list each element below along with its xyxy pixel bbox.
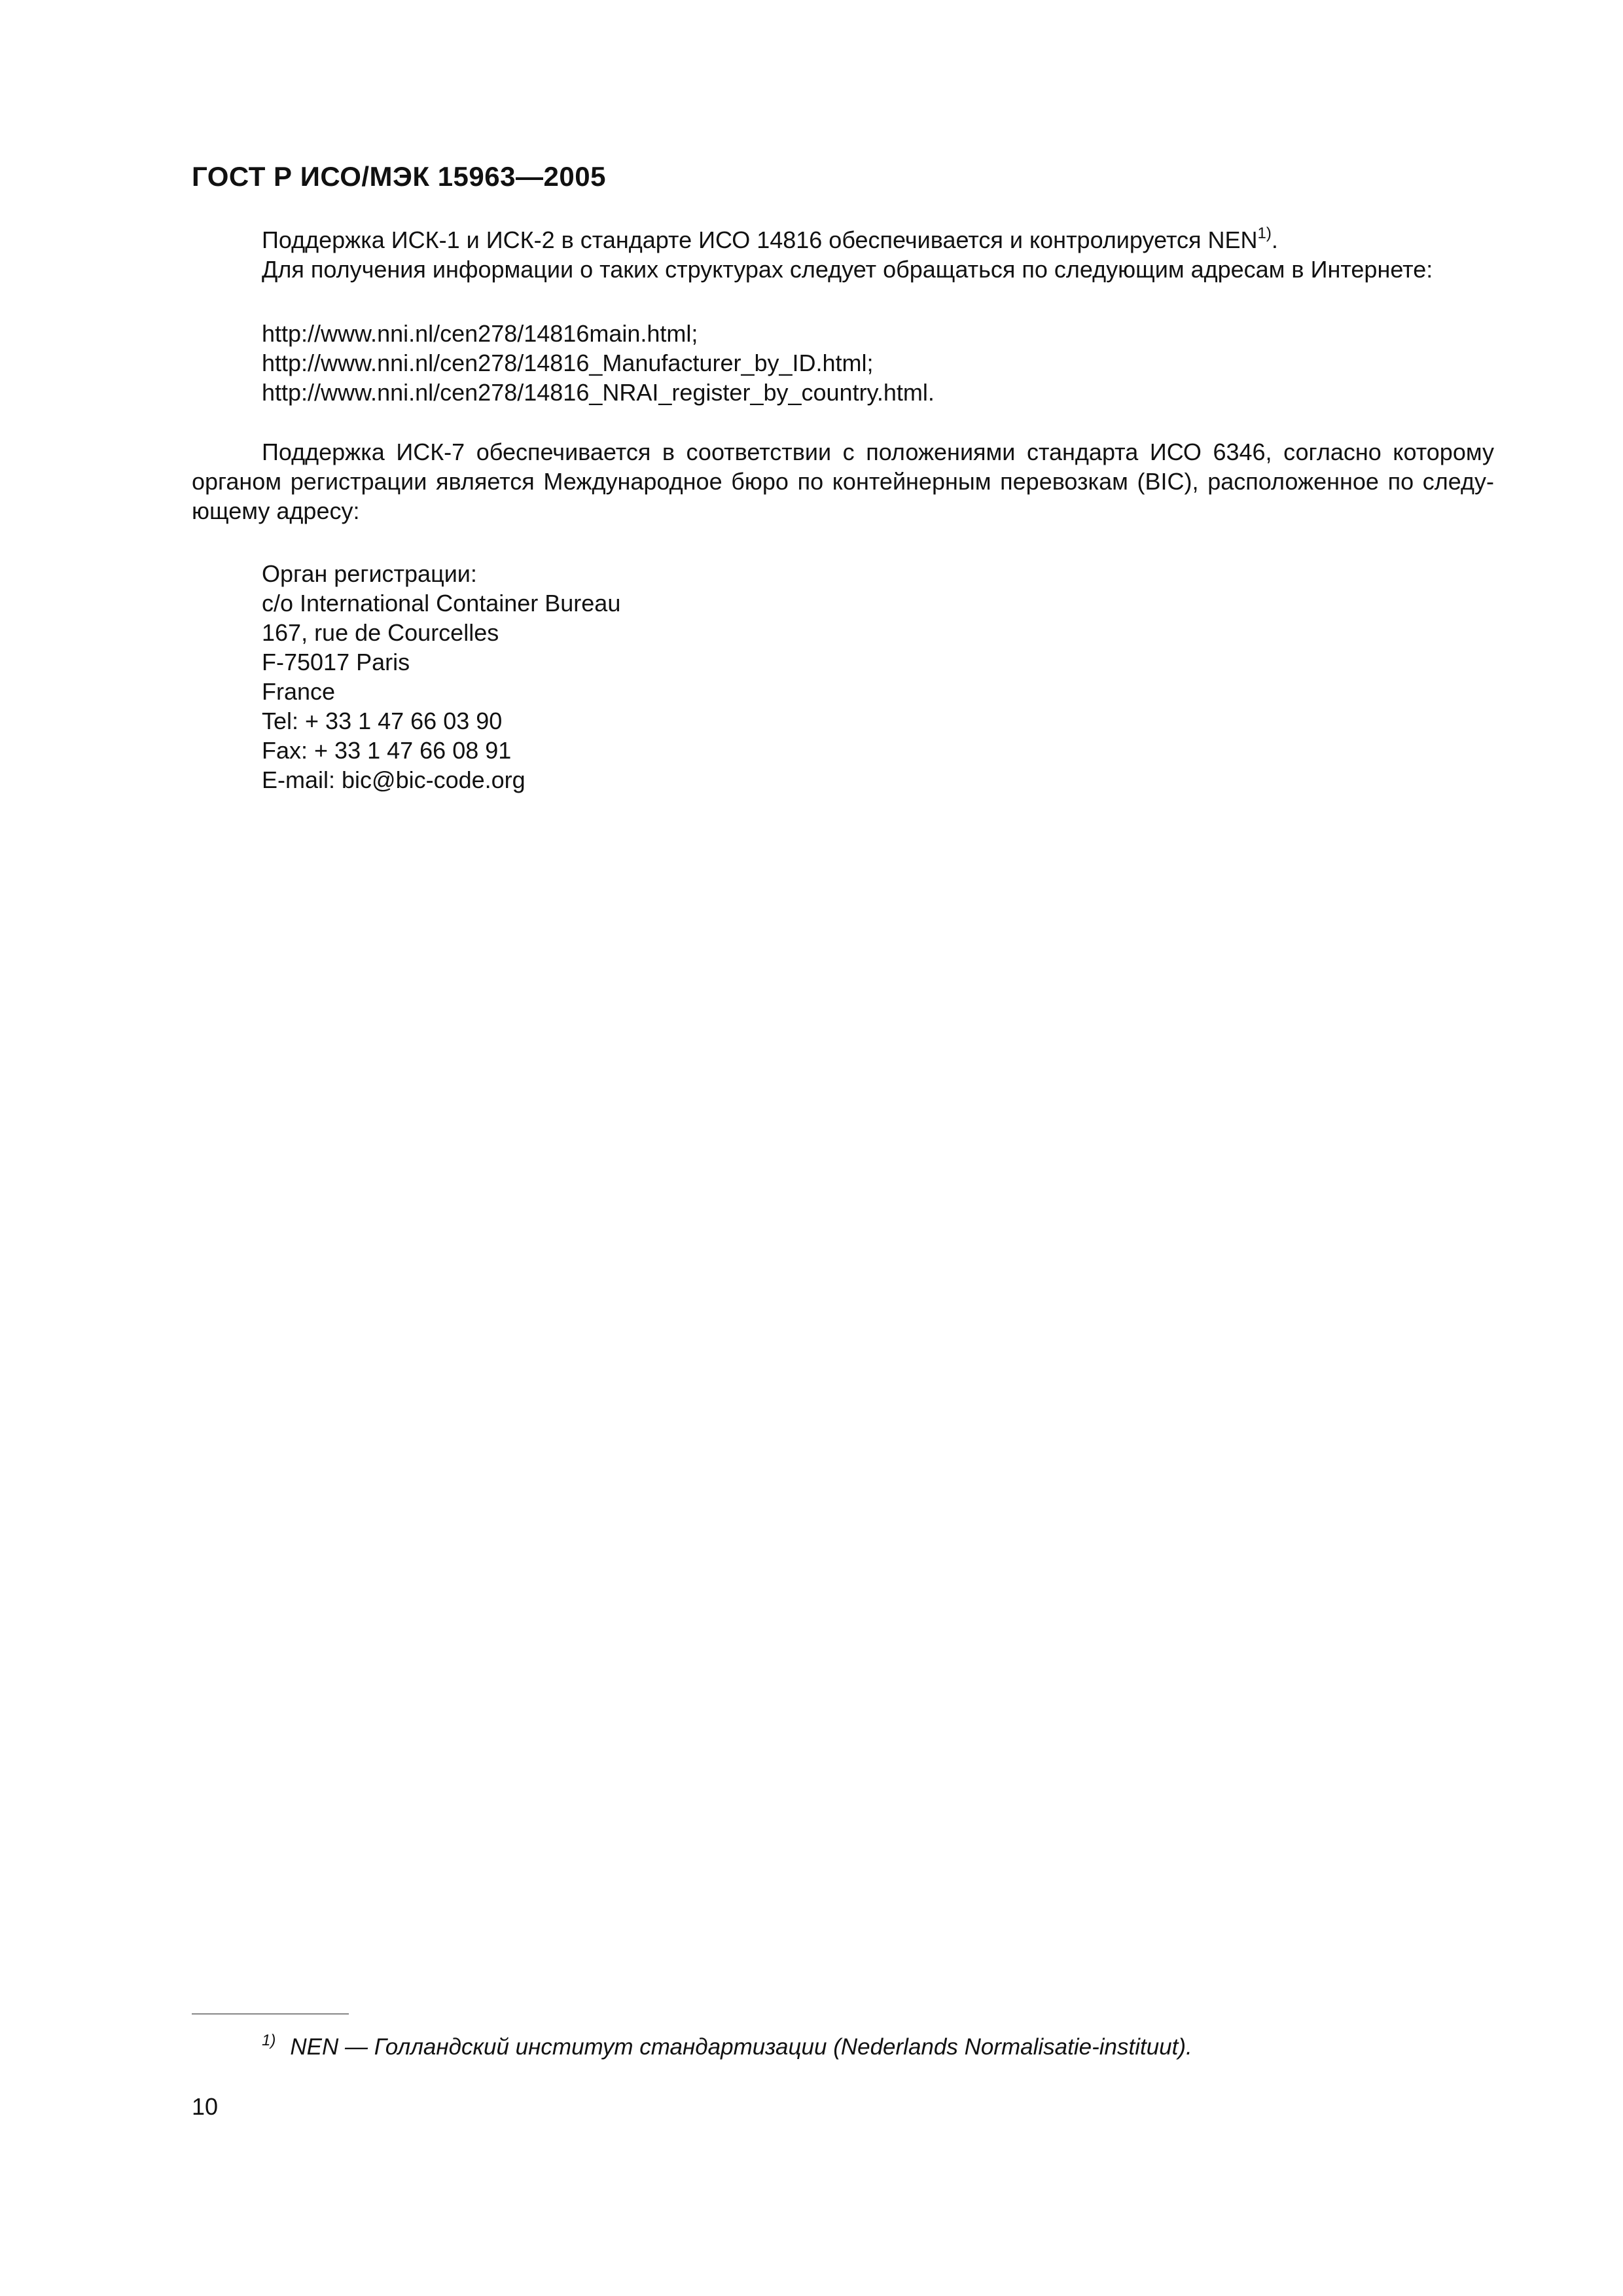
address-line: Tel: + 33 1 47 66 03 90 xyxy=(262,708,503,734)
url-item: http://www.nni.nl/cen278/14816_Manufacturer_by_ID.html; xyxy=(262,350,874,376)
url-item: http://www.nni.nl/cen278/14816main.html; xyxy=(262,320,698,347)
address-line: 167, rue de Courcelles xyxy=(262,619,499,646)
paragraph-support-isk7: Поддержка ИСК-7 обеспечивается в соответствии с положениями стандарта ИСО 6346, согласно которому органом регистрации является Международное бюро по контейнерным перевозкам (BIC), расположенное по следу-ющему адресу: xyxy=(192,439,1494,524)
address-line: E-mail: bic@bic-code.org xyxy=(262,766,526,793)
paragraph-line: Для получения информации о таких структурах следует обращаться по следующим адресам в Интернете: xyxy=(262,256,1433,283)
footnote-mark: 1) xyxy=(262,2032,276,2049)
footnote-text: NEN — Голландский институт стандартизации (Nederlands Normalisatie-instituut). xyxy=(290,2034,1192,2060)
address-block xyxy=(262,559,620,795)
footnote-divider xyxy=(192,2013,349,2015)
url-item: http://www.nni.nl/cen278/14816_NRAI_register_by_country.html. xyxy=(262,379,935,406)
page-number: 10 xyxy=(192,2093,219,2120)
paragraph-text: Поддержка ИСК-1 и ИСК-2 в стандарте ИСО 14816 обеспечивается и контролируется NEN xyxy=(262,226,1258,253)
paragraph-line xyxy=(192,225,1494,255)
address-line: c/o International Container Bureau xyxy=(262,590,621,617)
paragraph-text-end: . xyxy=(1271,226,1278,253)
document-header: ГОСТ Р ИСО/МЭК 15963—2005 xyxy=(192,161,606,192)
address-line: Орган регистрации: xyxy=(262,560,477,587)
paragraph-support-isk1-isk2 xyxy=(192,225,1494,284)
footnote xyxy=(262,2032,1192,2060)
address-line: France xyxy=(262,678,336,705)
url-list xyxy=(262,319,935,407)
address-line: F-75017 Paris xyxy=(262,649,410,675)
address-line: Fax: + 33 1 47 66 08 91 xyxy=(262,737,512,764)
footnote-reference: 1) xyxy=(1257,224,1272,242)
